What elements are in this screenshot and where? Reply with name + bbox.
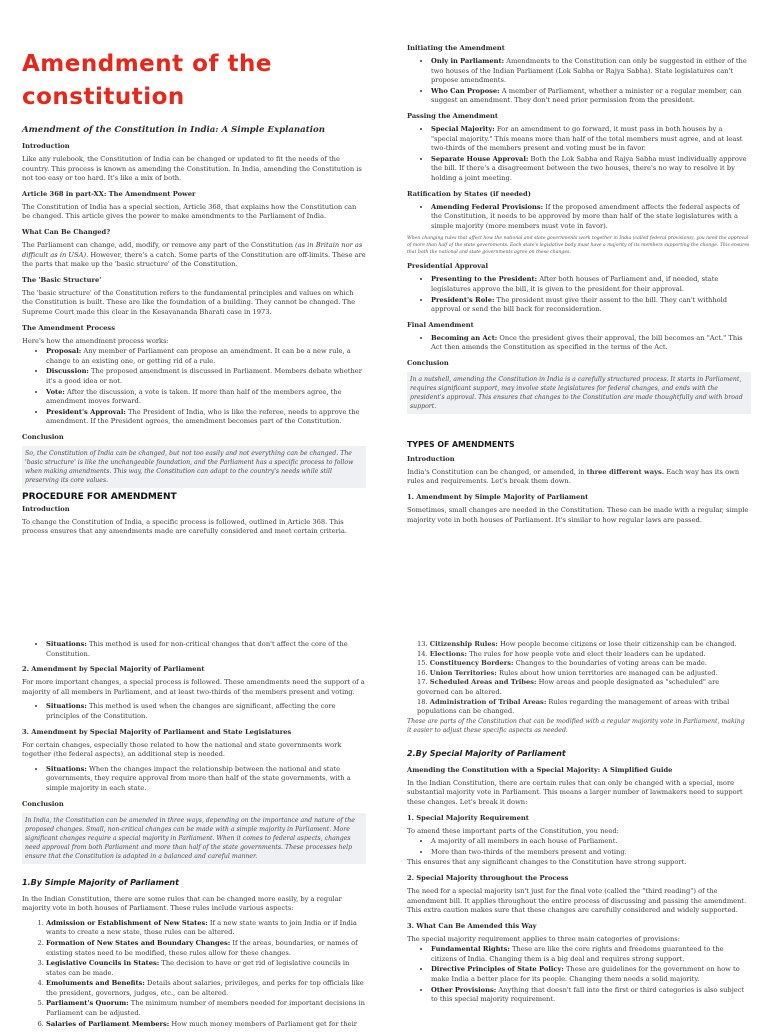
list-item [46,388,366,407]
item-term: Directive Principles of State Policy: [431,965,564,974]
list-item [46,999,366,1018]
what-amended-heading: 3. What Can Be Amended this Way [407,921,537,930]
simple-majority-heading: 1. Amendment by Simple Majority of Parliament [407,493,589,502]
state-legislatures-text: For certain changes, especially those related to how the national and state governments work together (the federal aspects), an additional step is needed. [22,740,342,759]
list-item [417,650,751,660]
what-text-part-c: . However, there's a catch. Some parts of the Constitution are off-limits. These are the parts that make up the 'basic structure' of the Constitution. [22,250,366,269]
intro-heading: Introduction [22,142,70,150]
item-term: Elections: [429,649,467,658]
item-term: Fundamental Rights: [431,945,510,954]
item-text: The president must give their assent to the bill. They can't withhold approval or send the bill back for reconsideration. [431,295,728,314]
item-term: Union Territories: [429,668,497,677]
item-text: This method is used for non-critical changes that don't affect the core of the Constitution. [46,640,348,658]
item-text: After the discussion, a vote is taken. If more than half of the members agree, the amendment moves forward. [46,387,342,406]
procedure-heading: PROCEDURE FOR AMENDMENT [22,491,177,502]
document-subtitle: Amendment of the Constitution in India: A Simple Explanation [22,125,325,135]
item-text: If the areas, boundaries, or names of existing states need to be modified, these rules allow for these changes. [46,938,358,957]
page1-right-column [407,44,751,530]
list-item [431,57,751,86]
final-amendment-heading: Final Amendment [407,320,474,329]
procedure-intro-heading: Introduction [22,504,70,513]
list-item [417,698,751,717]
item-number: 13. [417,640,428,648]
item-term: Only in Parliament: [431,57,505,65]
item-text: If a new state wants to join India or if India wants to create a new state, these rules can be altered. [46,918,357,937]
throughout-heading: 2. Special Majority throughout the Process [407,873,569,882]
list-item [46,702,366,721]
amendment-process-list [22,347,366,427]
list-item [46,640,366,659]
item-term: Situations: [46,702,87,711]
situations-list-3 [22,765,366,794]
item-text: Details about salaries, privileges, and perks for top officials like the president, governors, judges, etc., can be altered. [46,979,364,997]
list-item [431,965,751,984]
item-term: Constituency Borders: [429,659,514,668]
item-text: This method is used when the changes are significant, affecting the core principles of the Constitution. [46,702,336,720]
conclusion-heading: Conclusion [22,432,64,441]
situations-list-2 [22,702,366,721]
situations-list-1 [22,640,366,659]
list-item [46,765,366,794]
initiating-heading: Initiating the Amendment [407,44,505,52]
item-text: The decision to have or get rid of legislative councils in states can be made. [46,959,350,977]
list-item [431,986,751,1005]
by-simple-majority-list [22,919,366,1030]
amendment-process-intro: Here's how the amendment process works: [22,336,169,345]
conclusion-heading: Conclusion [22,799,64,808]
item-term: Emoluments and Benefits: [46,979,145,988]
item-term: Separate House Approval: [431,154,529,163]
passing-list [407,125,751,184]
ratification-heading: Ratification by States (if needed) [407,189,531,198]
item-term: Who Can Propose: [431,86,500,95]
item-term: Parliament's Quorum: [46,999,129,1008]
procedure-intro-text: To change the Constitution of India, a specific process is followed, outlined in Article 368. This process ensures that any amendments made are carefully considered and meet certain criteria. [22,517,347,536]
intro-text: Like any rulebook, the Constitution of India can be changed or updated to fit the needs of the country. This process is known as amending the Constitution. In India, amending the Constitution is not too easy or too hard. It's like a mix of both. [22,155,362,183]
item-term: Vote: [46,387,65,396]
item-number: 14. [417,649,428,658]
document-title: Amendment of the constitution [22,51,272,110]
item-term: Administration of Tribal Areas: [429,697,547,706]
basic-structure-text: The 'basic structure' of the Constitution refers to the fundamental principles and values on which the Constitution is built. These are like the foundation of a building. They cannot be changed. The Supreme Court made this clear in the Kesavananda Bharati case in 1973. [22,288,356,316]
list-item [431,87,751,106]
what-amended-text: The special majority requirement applies to three main categories of provisions: [407,934,680,943]
list-item [46,347,366,366]
list-item [46,1020,366,1030]
page1-left-column [22,0,366,542]
continued-note: These are parts of the Constitution that can be modified with a regular majority vote in Parliament, making it easier to adjust these specific aspects as needed. [407,717,745,734]
page2-left-column [22,640,366,1033]
list-item [417,659,751,669]
list-item [431,334,751,353]
list-item [431,125,751,154]
what-text-part-a: The Parliament can change, add, modify, or remove any part of the Constitution [22,240,293,249]
conclusion-heading: Conclusion [407,358,449,367]
item-text: Rules regarding the management of areas with tribal populations can be changed. [417,697,730,716]
item-term: Other Provisions: [431,985,497,994]
item-term: Formation of New States and Boundary Changes: [46,938,231,947]
item-text: The rules for how people vote and elect their leaders can be updated. [466,649,706,658]
list-item [46,919,366,938]
list-item [46,367,366,386]
item-text: These are guidelines for the government on how to make India a better place for its people. Changing them needs a solid majority. [431,965,740,984]
list-item [46,959,366,978]
item-number: 16. [417,668,428,677]
what-can-be-changed-heading: What Can Be Changed? [22,227,111,236]
types-intro-heading: Introduction [407,454,455,463]
conclusion-note: So, the Constitution of India can be changed, but not too easily and not everything can be changed. The 'basic structure' is like the unchangeable foundation, and the Parliament has a specific process to follow when making amendments. This way, the Constitution can adapt to the country's needs while still preserving its core values. [22,446,366,488]
types-intro-text [407,468,751,487]
special-majority-heading: 2. Amendment by Special Majority of Parliament [22,665,205,674]
item-text: After both houses of Parliament and, if needed, state legislatures approve the bill, it is given to the president for their approval. [431,275,719,293]
item-term: Salaries of Parliament Members: [46,1019,170,1028]
what-can-be-changed-text [22,241,366,270]
types-intro-part-a: India's Constitution can be changed, or amended, in [407,467,587,476]
item-text: Amendments to the Constitution can only be suggested in either of the two houses of the Indian Parliament (Lok Sabha or Rajya Sabha). State legislatures can't propose amendments. [431,57,747,85]
item-term: Discussion: [46,367,89,376]
types-intro-part-b: three different ways. [586,467,665,476]
conclusion-note: In a nutshell, amending the Constitution in India is a carefully structured process. It starts in Parliament, requires significant support, may involve state legislatures for federal changes, and ends with the president's approval. This ensures that changes to the Constitution are made thoughtfully and with broad support. [407,372,751,414]
item-term: Becoming an Act: [431,333,498,342]
list-item: • More than two-thirds of the members present and voting. [431,848,751,858]
item-text: The President of India, who is like the referee, needs to approve the amendment. If the President agrees, the amendment becomes part of the Constitution. [46,407,360,426]
item-term: President's Approval: [46,407,126,416]
article-368-text: The Constitution of India has a special section, Article 368, that explains how the Constitution can be changed. This article gives the power to make amendments to the Parliament of India. [22,202,357,221]
presidential-list [407,275,751,314]
amending-guide-text: In the Indian Constitution, there are certain rules that can only be changed with a special, more substantial majority vote in Parliament. This means a larger number of lawmakers need to support these changes. Let's break it down: [407,778,743,806]
item-text: Anything that doesn't fall into the first or third categories is also subject to this special majority requirement. [431,985,745,1004]
list-item [417,678,751,697]
item-term: Situations: [46,640,87,648]
item-text: Once the president gives their approval, the bill becomes an "Act." This Act then amends the Constitution as specified in the terms of the Act. [431,333,743,352]
item-text: Any member of Parliament can propose an amendment. It can be a new rule, a change to an existing one, or getting rid of a rule. [46,347,351,365]
item-term: Admission or Establishment of New States: [46,918,208,927]
item-text: The proposed amendment is discussed in Parliament. Members debate whether it's a good idea or not. [46,367,362,385]
ratification-list [407,203,751,232]
item-text: Changes to the boundaries of voting areas can be made. [513,659,707,668]
list-item [417,669,751,679]
passing-heading: Passing the Amendment [407,111,498,120]
requirement-text: To amend these important parts of the Constitution, you need: [407,826,619,835]
types-heading: TYPES OF AMENDMENTS [407,439,515,449]
item-text: A member of Parliament, whether a minister or a regular member, can suggest an amendment. They don't need prior permission from the president. [431,86,742,105]
item-term: Special Majority: [431,124,495,133]
what-text-part-b: (as in Britain nor as difficult as in USA) [22,240,363,259]
item-number: 18. [417,697,428,706]
page-2 [0,512,768,1028]
item-text: These are like the core rights and freedoms guaranteed to the citizens of India. Changing them is a big deal and requires strong support. [431,945,724,963]
item-number: 15. [417,659,428,668]
item-text: When the changes impact the relationship between the national and state governments, they require approval from more than half of the state governments, with a simple majority in each state. [46,764,351,792]
item-term: Scheduled Areas and Tribes: [429,678,537,687]
article-368-heading: Article 368 in part-XX: The Amendment Power [22,189,196,198]
list-item: • A majority of all members in each house of Parliament. [431,837,751,847]
item-term: Citizenship Rules: [429,640,498,648]
list-item [46,408,366,427]
what-amended-list [407,945,751,1005]
item-text: How areas and people designated as "scheduled" are governed can be altered. [417,678,720,696]
final-amendment-list [407,334,751,353]
item-term: Proposal: [46,347,82,356]
item-text: If the proposed amendment affects the federal aspects of the Constitution, it needs to be approved by more than half of the state legislatures with a simple majority (more members must vote in favor). [431,202,740,230]
list-item [431,275,751,294]
item-term: Presenting to the President: [431,275,538,284]
item-term: Situations: [46,764,87,773]
requirement-list [407,837,751,857]
list-item [431,203,751,232]
item-term: Legislative Councils in States: [46,959,160,968]
requirement-heading: 1. Special Majority Requirement [407,813,529,822]
basic-structure-heading: The 'Basic Structure' [22,275,102,284]
simple-majority-text: Sometimes, small changes are needed in the Constitution. These can be made with a regular, simple majority vote in both houses of Parliament. It's similar to how regular laws are passed. [407,506,749,524]
initiating-list [407,57,751,106]
list-item [431,945,751,964]
continued-list [407,640,751,717]
item-text: How much money members of Parliament get for their [169,1019,357,1028]
item-term: Amending Federal Provisions: [431,202,544,211]
list-item [417,640,751,650]
presidential-heading: Presidential Approval [407,262,489,271]
conclusion-note: In India, the Constitution can be amended in three ways, depending on the importance and nature of the proposed changes. Small, non-critical changes can be made with a simple majority in Parliament. More significant changes require a special majority in Parliament. When it comes to federal aspects, changes need approval from both Parliament and more than half of the state governments. These processes help ensure that the Constitution is adapted in a balanced and careful manner. [22,813,366,864]
requirement-after-text: This ensures that any significant changes to the Constitution have strong support. [407,858,687,867]
throughout-text: The need for a special majority isn't just for the final vote (called the "third reading") of the amendment bill. It applies throughout the entire process of discussing and passing the amendment. This extra caution makes sure that these changes are carefully considered and widely supported. [407,886,747,915]
state-legislatures-heading: 3. Amendment by Special Majority of Parliament and State Legislatures [22,727,292,736]
list-item [431,296,751,315]
amending-guide-heading: Amending the Constitution with a Special Majority: A Simplified Guide [407,765,673,774]
list-item [46,939,366,958]
amendment-process-heading: The Amendment Process [22,323,115,332]
item-text: How people become citizens or lose their citizenship can be changed. [497,640,737,648]
item-text: The minimum number of members needed for important decisions in Parliament can be adjusted. [46,999,365,1018]
page2-right-column [407,640,751,1009]
by-special-majority-heading: 2.By Special Majority of Parliament [407,748,566,758]
special-majority-text: For more important changes, a special process is followed. These amendments need the support of a majority of all members in Parliament, and at least two-thirds of the members present and voting. [22,678,365,696]
by-simple-majority-heading: 1.By Simple Majority of Parliament [22,877,179,887]
by-simple-majority-text: In the Indian Constitution, there are some rules that can be changed more easily, by a regular majority vote in both houses of Parliament. These rules include various aspects: [22,894,342,913]
types-intro-part-c: Each way has its own rules and requirements. Let's break them down. [407,467,740,486]
item-text: Both the Lok Sabha and Rajya Sabha must individually approve the bill. If there's a disagreement between the two houses, there's no way to resolve it by holding a joint meeting. [431,154,747,182]
item-text: For an amendment to go forward, it must pass in both houses by a "special majority." This means more than half of the total members must agree, and at least two-thirds of the members present and voting must be in favor. [431,124,743,153]
item-term: President's Role: [431,295,495,304]
item-text: Rules about how union territories are managed can be adjusted. [496,668,718,677]
item-number: 17. [417,678,428,687]
list-item [46,979,366,998]
list-item [431,155,751,184]
ratification-note: When changing rules that affect how the national and state governments work together in India (called federal provisions), you need the approval of more than half of the state governments. Each state's legislative body must have a majority of its members supporting the change. This ensures that both the national and state governments agree on these changes. [407,236,750,256]
